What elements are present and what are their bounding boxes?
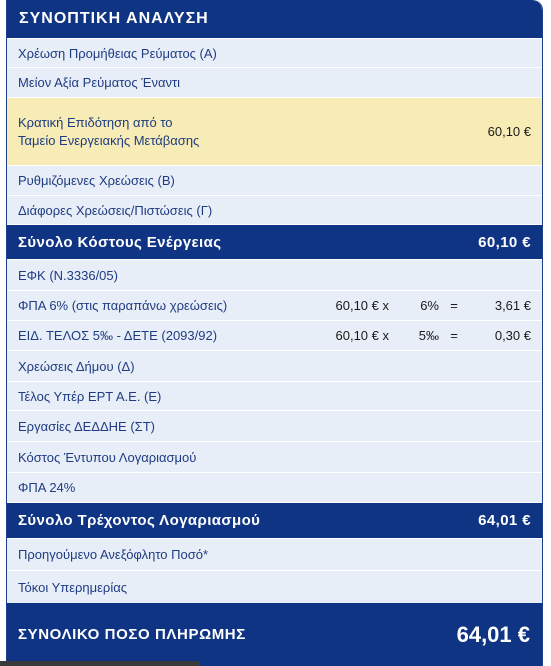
row-label: Σύνολο Κόστους Ενέργειας bbox=[18, 233, 222, 251]
row-municipal bbox=[7, 350, 542, 381]
current-total-amount: 64,01 € bbox=[478, 512, 531, 529]
subsidy-label-line1: Κρατική Επιδότηση από το bbox=[18, 114, 173, 130]
row-label bbox=[18, 114, 488, 150]
total-payment-label: ΣΥΝΟΛΙΚΟ ΠΟΣΟ ΠΛΗΡΩΜΗΣ bbox=[18, 626, 246, 643]
vat6-result: 3,61 € bbox=[494, 298, 531, 313]
row-label: Χρέωση Προμήθειας Ρεύματος (Α) bbox=[18, 45, 217, 61]
row-subsidy bbox=[7, 97, 542, 165]
row-late-interest bbox=[7, 570, 542, 603]
row-label: ΕΦΚ (Ν.3336/05) bbox=[18, 267, 118, 283]
row-supply-charge bbox=[7, 38, 542, 67]
row-efk bbox=[7, 259, 542, 290]
vat6-equals: = bbox=[450, 298, 458, 313]
summary-title: ΣΥΝΟΠΤΙΚΗ ΑΝΑΛΥΣΗ bbox=[19, 10, 209, 27]
row-previous-unpaid bbox=[7, 538, 542, 570]
row-minus-value bbox=[7, 67, 542, 97]
row-ert bbox=[7, 381, 542, 410]
special-fee-equals: = bbox=[450, 328, 458, 343]
row-misc bbox=[7, 195, 542, 224]
row-label: Μείον Αξία Ρεύματος Έναντι bbox=[18, 75, 181, 90]
row-label: Χρεώσεις Δήμου (Δ) bbox=[18, 358, 135, 374]
row-deddie bbox=[7, 410, 542, 441]
summary-panel bbox=[6, 0, 543, 666]
row-current-total bbox=[7, 502, 542, 538]
row-label: Σύνολο Τρέχοντος Λογαριασμού bbox=[18, 512, 261, 529]
total-payment-amount: 64,01 € bbox=[456, 621, 530, 647]
row-label: Κόστος Έντυπου Λογαριασμού bbox=[18, 449, 197, 465]
row-label: ΦΠΑ 24% bbox=[18, 480, 76, 495]
summary-header bbox=[7, 0, 542, 38]
row-label: ΦΠΑ 6% (στις παραπάνω χρεώσεις) bbox=[18, 298, 228, 313]
row-label: ΕΙΔ. ΤΕΛΟΣ 5‰ - ΔΕΤΕ (2093/92) bbox=[18, 328, 218, 343]
row-special-fee bbox=[7, 320, 542, 350]
row-vat6 bbox=[7, 290, 542, 320]
special-fee-calculation bbox=[321, 328, 531, 343]
row-label: Τέλος Υπέρ ΕΡΤ Α.Ε. (Ε) bbox=[18, 388, 162, 404]
row-label: Διάφορες Χρεώσεις/Πιστώσεις (Γ) bbox=[18, 202, 213, 218]
special-fee-rate: 5‰ bbox=[418, 328, 439, 343]
energy-total-amount: 60,10 € bbox=[478, 233, 531, 251]
special-fee-result: 0,30 € bbox=[494, 328, 531, 343]
subsidy-amount: 60,10 € bbox=[487, 124, 531, 139]
vat6-calculation bbox=[321, 298, 531, 313]
row-label: Εργασίες ΔΕΔΔΗΕ (ΣΤ) bbox=[18, 418, 155, 434]
row-vat24 bbox=[7, 472, 542, 502]
row-label: Τόκοι Υπερημερίας bbox=[18, 579, 127, 595]
vat6-rate: 6% bbox=[420, 298, 439, 313]
vat6-base: 60,10 € x bbox=[335, 298, 389, 313]
row-label: Προηγούμενο Ανεξόφλητο Ποσό* bbox=[18, 547, 209, 562]
subsidy-label-line2: Ταμείο Ενεργειακής Μετάβασης bbox=[18, 132, 200, 148]
row-energy-total bbox=[7, 224, 542, 259]
row-printed-bill bbox=[7, 441, 542, 472]
row-regulated bbox=[7, 165, 542, 195]
row-label: Ρυθμιζόμενες Χρεώσεις (Β) bbox=[18, 173, 175, 188]
total-payment-bar bbox=[7, 603, 542, 666]
special-fee-base: 60,10 € x bbox=[335, 328, 389, 343]
bottom-overlay-strip bbox=[0, 661, 200, 666]
